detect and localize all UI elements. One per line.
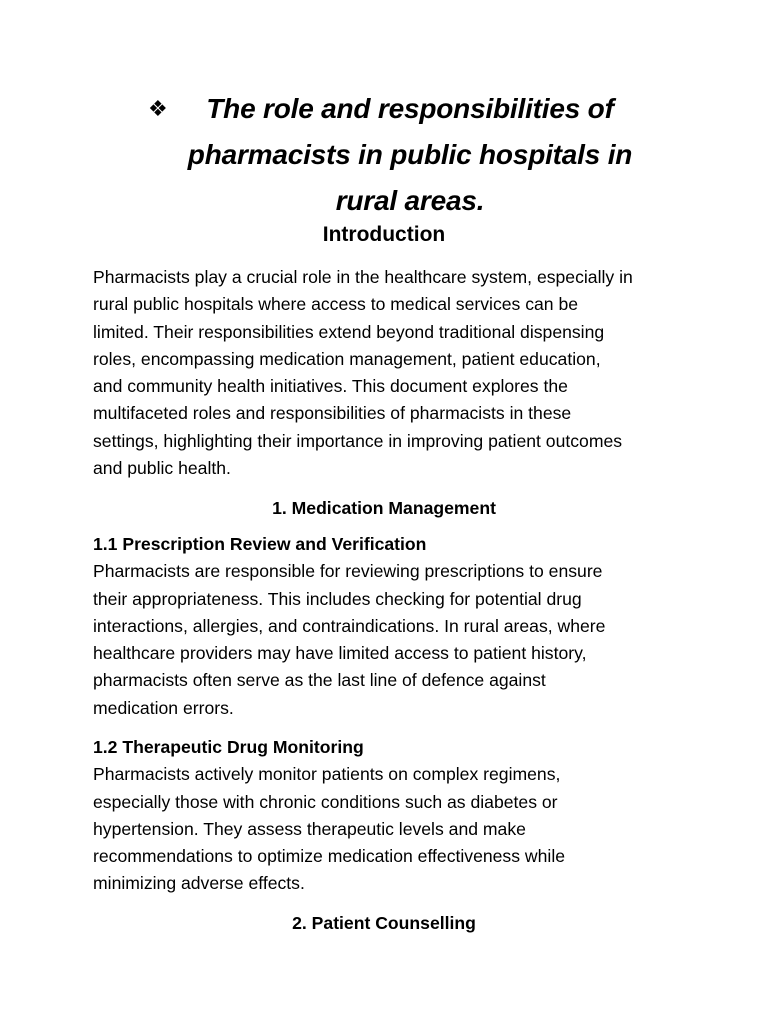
paragraph-line: medication errors. — [93, 697, 234, 718]
paragraph-line: recommendations to optimize medication effectiveness while — [93, 846, 566, 867]
paragraph-line: hypertension. They assess therapeutic levels and make — [93, 818, 526, 839]
paragraph-line: rural public hospitals where access to medical services can be — [93, 294, 579, 315]
paragraph-line: healthcare providers may have limited access to patient history, — [93, 643, 587, 664]
paragraph-line: settings, highlighting their importance in improving patient outcomes — [93, 430, 623, 451]
paragraph-line: Pharmacists actively monitor patients on complex regimens, — [93, 764, 561, 785]
paragraph-line: pharmacists often serve as the last line of defence against — [93, 670, 546, 691]
paragraph-line: multifaceted roles and responsibilities of pharmacists in these — [93, 403, 572, 424]
subsection-heading: 1.2 Therapeutic Drug Monitoring — [93, 737, 364, 757]
paragraph-line: limited. Their responsibilities extend beyond traditional dispensing — [93, 321, 605, 342]
document-title — [140, 86, 680, 224]
section-heading-patient-counselling: 2. Patient Counselling — [292, 913, 476, 933]
paragraph-line: interactions, allergies, and contraindications. In rural areas, where — [93, 615, 606, 636]
paragraph-line: and community health initiatives. This document explores the — [93, 376, 568, 397]
subsection-therapeutic-drug-monitoring — [93, 734, 693, 898]
paragraph-line: their appropriateness. This includes checking for potential drug — [93, 588, 582, 609]
title-line: pharmacists in public hospitals in — [187, 139, 633, 170]
paragraph-line: especially those with chronic conditions such as diabetes or — [93, 791, 558, 812]
title-line: rural areas. — [335, 185, 485, 216]
diamond-bullet-icon: ❖ — [148, 96, 168, 121]
title-line: The role and responsibilities of — [206, 93, 614, 124]
introduction-heading: Introduction — [322, 223, 446, 246]
section-heading-medication-management: 1. Medication Management — [272, 498, 496, 518]
paragraph-line: minimizing adverse effects. — [93, 873, 305, 894]
paragraph-line: Pharmacists play a crucial role in the healthcare system, especially in — [93, 267, 633, 287]
intro-paragraph — [93, 264, 693, 482]
paragraph-line: and public health. — [93, 458, 231, 479]
subsection-heading: 1.1 Prescription Review and Verification — [93, 534, 427, 554]
paragraph-line: Pharmacists are responsible for reviewing prescriptions to ensure — [93, 561, 603, 582]
subsection-prescription-review — [93, 531, 693, 722]
paragraph-line: roles, encompassing medication management, patient education, — [93, 348, 601, 369]
